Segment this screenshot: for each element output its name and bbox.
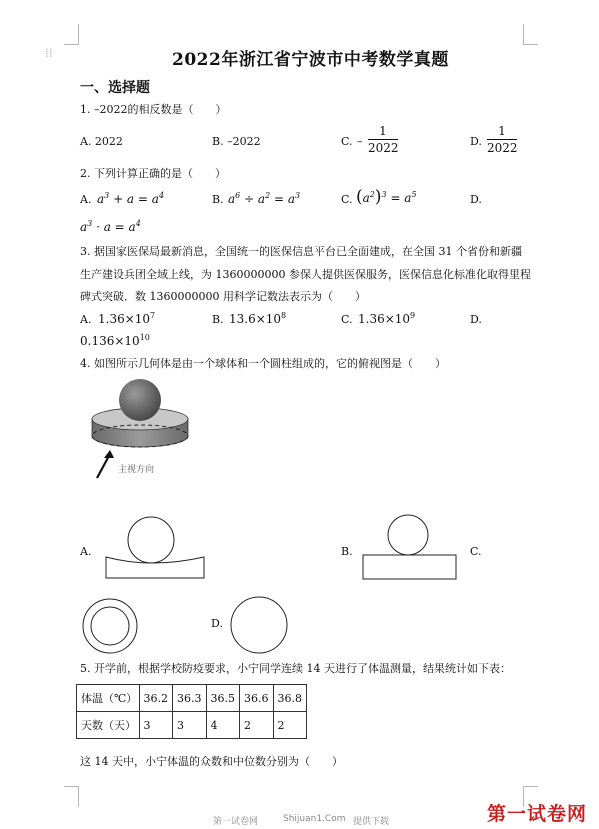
table-cell: 3 (139, 712, 173, 739)
footer-download-text: 提供下载 (353, 817, 390, 827)
footer-site-url[interactable]: Shijuan1.Com (283, 814, 346, 824)
table-cell: 36.6 (240, 685, 274, 712)
q3-option-c-formula: $1.36\times 10^9$ (358, 311, 416, 326)
q1-option-d-fraction (487, 124, 517, 155)
q3-option-d-label: D. (470, 313, 482, 326)
q1-option-d-label: D. (470, 135, 482, 148)
q3-option-a-formula: $1.36\times 10^7$ (98, 311, 156, 326)
q1-c-denominator: 2022 (368, 141, 399, 155)
q2-option-b-label: B. (212, 193, 224, 206)
view-direction-label: 主视方向 (118, 465, 155, 475)
page-title: 2022年浙江省宁波市中考数学真题 (172, 50, 449, 70)
question-3-line-1: 3. 据国家医保局最新消息，全国统一的医保信息平台已全面建成，在全国 31 个省份和新疆 (80, 245, 522, 258)
footer-site-name: 第一试卷网 (213, 817, 259, 827)
q4-option-b-label: B. (341, 545, 353, 558)
q4-option-a-label: A. (80, 545, 92, 558)
crop-mark-top-right (523, 24, 538, 45)
table-cell: 2 (273, 712, 307, 739)
q3-option-d-formula: $0.136\times 10^{10}$ (80, 333, 150, 348)
section-heading: 一、选择题 (80, 80, 150, 96)
q4-option-b-figure (360, 514, 460, 582)
crop-mark-bottom-left (64, 786, 79, 807)
watermark-logo: 第一试卷网 (487, 803, 588, 825)
question-1-stem: 1. –2022的相反数是（ ） (80, 103, 227, 116)
q1-option-a: A. 2022 (80, 135, 123, 148)
table-cell: 36.3 (173, 685, 207, 712)
q3-option-b-formula: $13.6\times 10^8$ (229, 311, 287, 326)
table-row (77, 712, 307, 739)
q4-option-d-figure (229, 595, 289, 655)
table-header-cell: 体温（℃） (77, 685, 140, 712)
question-4-stem: 4. 如图所示几何体是由一个球体和一个圆柱组成的，它的俯视图是（ ） (80, 357, 446, 370)
q2-option-c-formula: $(a^2)^3 = a^5$ (356, 187, 417, 207)
q4-option-a-figure (104, 516, 208, 582)
table-row (77, 685, 307, 712)
q1-d-denominator: 2022 (487, 141, 518, 155)
q2-option-b-formula: $a^6 \div a^2 = a^3$ (228, 191, 301, 206)
table-cell: 3 (173, 712, 207, 739)
table-cell: 36.8 (273, 685, 307, 712)
temperature-table (76, 684, 307, 739)
q2-option-d-label: D. (470, 193, 482, 206)
question-5-tail: 这 14 天中，小宁体温的众数和中位数分别为（ ） (80, 755, 343, 768)
q3-option-b-label: B. (212, 313, 224, 326)
table-cell: 4 (206, 712, 240, 739)
table-header-cell: 天数（天） (77, 712, 140, 739)
q3-option-a-label: A. (80, 313, 92, 326)
drag-handle-icon[interactable]: ⁞⁞ (45, 46, 53, 60)
q4-option-d-label: D. (211, 617, 223, 630)
q1-d-numerator: 1 (498, 124, 506, 138)
table-cell: 2 (240, 712, 274, 739)
q1-option-c-fraction (368, 124, 398, 155)
question-3-line-3: 碑式突破．数 1360000000 用科学记数法表示为（ ） (80, 290, 366, 303)
question-3-line-2: 生产建设兵团全域上线，为 1360000000 参保人提供医保服务，医保信息化标准化取得里程 (80, 268, 531, 281)
table-cell: 36.5 (206, 685, 240, 712)
q1-option-c-sign: – (357, 135, 363, 148)
q4-option-c-figure (80, 596, 140, 656)
q2-option-a-formula: $a^3 + a = a^4$ (97, 191, 165, 206)
crop-mark-top-left (64, 24, 79, 45)
q1-option-c-label: C. (341, 135, 353, 148)
q4-option-c-label: C. (470, 545, 482, 558)
q1-c-numerator: 1 (379, 124, 387, 138)
q2-option-a-label: A. (80, 193, 92, 206)
question-2-stem: 2. 下列计算正确的是（ ） (80, 167, 226, 180)
question-5-stem: 5. 开学前，根据学校防疫要求，小宁同学连续 14 天进行了体温测量，结果统计如下表： (80, 662, 511, 675)
q2-option-d-formula: $a^3 \cdot a = a^4$ (80, 219, 141, 234)
q3-option-c-label: C. (341, 313, 353, 326)
q1-option-b: B. –2022 (212, 135, 261, 148)
table-cell: 36.2 (139, 685, 173, 712)
q2-option-c-label: C. (341, 193, 353, 206)
